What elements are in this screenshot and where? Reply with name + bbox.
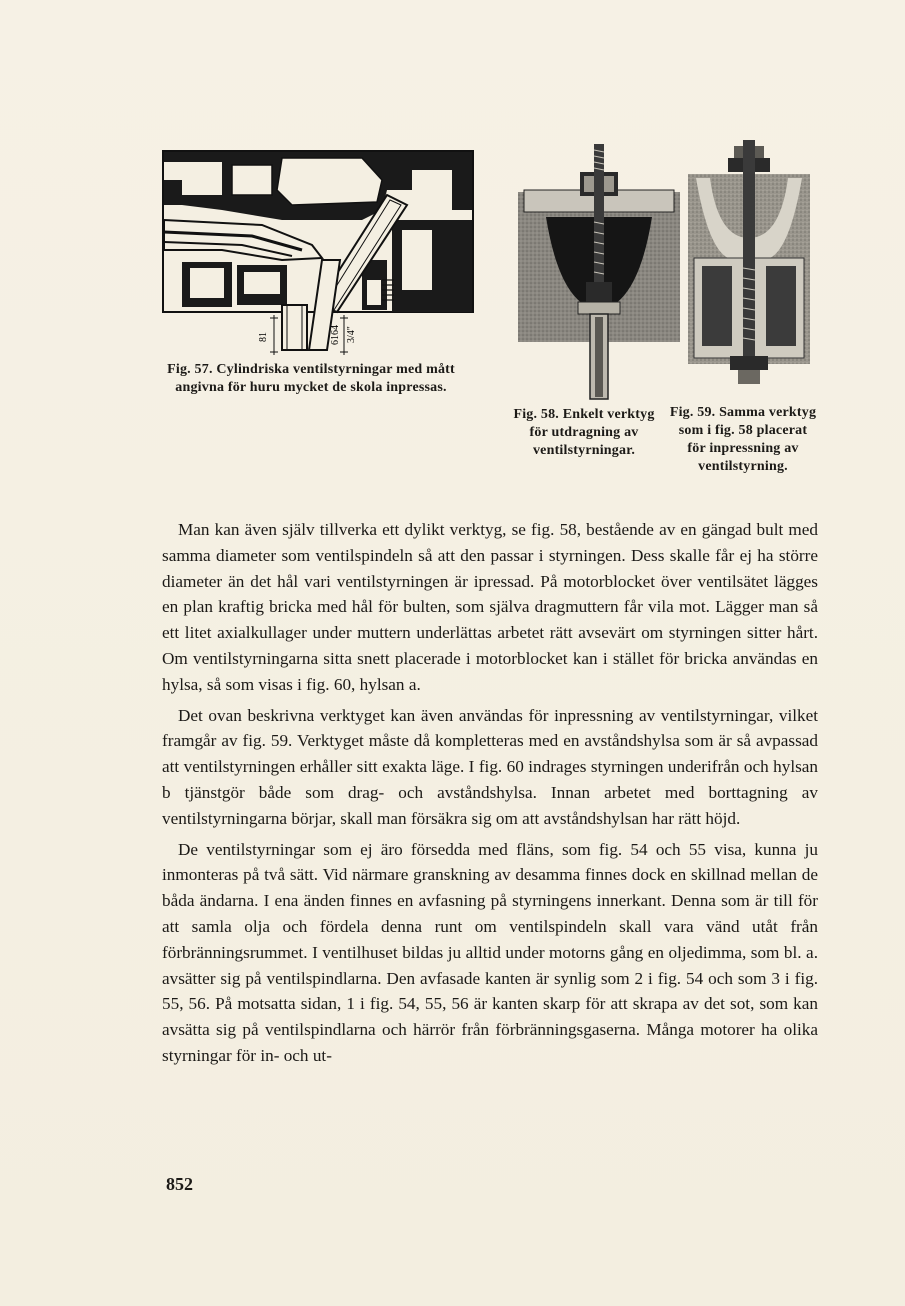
fig57-dimension-label-3: 3/4"	[346, 326, 357, 343]
paragraph: Man kan även själv tillverka ett dylikt verktyg, se fig. 58, bestående av en gängad bult med samma diameter som ventilspindeln så att den passar i styrningen. Dess skalle får ej ha större diameter än det hål vari ventilstyrningen är ipressad. På motorblocket över ventilsätet lägges en plan kraftig bricka med hål för bulten, som själva dragmuttern får vila mot. Lägger man så ett litet axialkullager under muttern underlättas arbetet rätt avsevärt om styrningen sitter hårt. Om ventilstyrningarna sitta snett placerade i motorblocket kan i stället för bricka användas en hylsa, så som visas i fig. 60, hylsan a.	[162, 520, 818, 694]
figure-58-caption: Fig. 58. Enkelt verktyg för utdragning av ventilstyrningar.	[513, 407, 655, 458]
figure-59-caption: Fig. 59. Samma verktyg som i fig. 58 placerat för inpressning av ventilstyrning.	[669, 405, 817, 474]
fig57-dimension-label-1: 81	[258, 332, 269, 342]
body-text	[162, 517, 818, 1074]
figure-58-illustration	[518, 142, 680, 404]
figure-59-illustration	[688, 138, 810, 400]
paragraph: Det ovan beskrivna verktyget kan även användas för inpressning av ventilstyrningar, vilket framgår av fig. 59. Verktyget måste då kompletteras med en avståndshylsa som är så avpassad att ventilstyrningen erhåller sitt exakta läge. I fig. 60 indrages styrningen underifrån och hylsan b tjänstgör både som drag- och avståndshylsa. Innan arbetet med borttagning av ventilstyrningarna börjar, skall man försäkra sig om att avståndshylsan har rätt höjd.	[162, 705, 818, 828]
figure-57-illustration	[162, 150, 474, 360]
paragraph: De ventilstyrningar som ej äro försedda med fläns, som fig. 54 och 55 visa, kunna ju inmonteras på två sätt. Vid närmare granskning av desamma finnes dock en skillnad mellan de båda ändarna. I ena änden finnes en avfasning på styrningens innerkant. Denna som är till för att samla olja och fördela denna runt om ventilspindeln skall vara vänd utåt från förbränningsrummet. I ventilhuset bildas ju alltid under motorns gång en oljedimma, som bl. a. avsätter sig på ventilspindlarna. Den avfasade kanten är synlig som 2 i fig. 54 och som 3 i fig. 55, 56. På motsatta sidan, 1 i fig. 54, 55, 56 är kanten skarp för att skrapa av det sot, som kan avsätta sig på ventilspindlarna och härrör från förbränningsgaserna. Många motorer ha olika styrningar för in- och ut-	[162, 839, 818, 1065]
figure-57-caption: Fig. 57. Cylindriska ventilstyrningar med mått angivna för huru mycket de skola inpressas.	[167, 362, 455, 395]
fig57-dimension-label-2: 6164	[330, 325, 341, 345]
page-number: 852	[166, 1174, 193, 1194]
